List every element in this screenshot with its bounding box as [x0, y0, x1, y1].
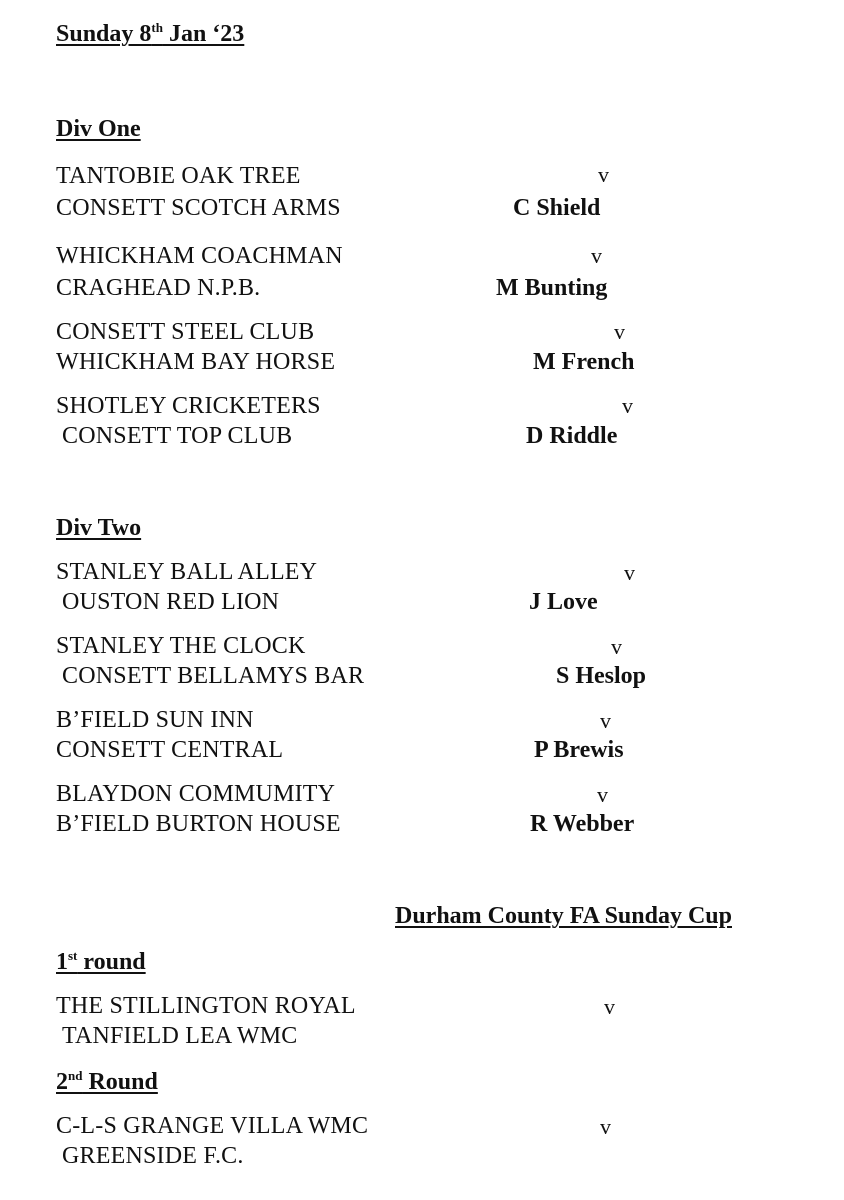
div-one-fixture-3-vs: v — [614, 319, 625, 344]
div-two-fixture-3-referee: P Brewis — [534, 737, 624, 763]
div-one-heading: Div One — [56, 116, 141, 142]
div-two-heading: Div Two — [56, 515, 142, 541]
div-two-fixture-1-referee: J Love — [529, 589, 598, 615]
round-two-label: Round — [82, 1069, 158, 1095]
div-one-fixture-3-home: CONSETT STEEL CLUB — [56, 319, 315, 345]
round-one-suffix: st — [68, 948, 78, 963]
div-one-fixture-1-vs: v — [598, 162, 609, 187]
cup-heading: Durham County FA Sunday Cup — [395, 903, 732, 929]
div-one-fixture-3-referee: M French — [533, 349, 635, 375]
div-two-fixture-1-home: STANLEY BALL ALLEY — [56, 559, 318, 585]
cup-round-one-fixture-1-home: THE STILLINGTON ROYAL — [56, 993, 356, 1019]
title-day-suffix: th — [151, 20, 163, 35]
cup-round-two-heading — [56, 1070, 158, 1094]
cup-round-two-fixture-1-away: GREENSIDE F.C. — [62, 1143, 244, 1169]
div-one-fixture-4-away: CONSETT TOP CLUB — [62, 423, 293, 449]
cup-round-two-fixture-1-vs: v — [600, 1114, 611, 1139]
div-one-fixture-4-vs: v — [622, 393, 633, 418]
div-one-fixture-1-away: CONSETT SCOTCH ARMS — [56, 195, 341, 221]
div-one-fixture-1-home: TANTOBIE OAK TREE — [56, 163, 301, 189]
round-two-number: 2 — [56, 1069, 68, 1095]
div-two-fixture-1-away: OUSTON RED LION — [62, 589, 280, 615]
cup-round-two-fixture-1-home: C-L-S GRANGE VILLA WMC — [56, 1113, 369, 1139]
round-one-label: round — [77, 949, 146, 975]
page-title — [56, 22, 244, 46]
div-two-fixture-2-home: STANLEY THE CLOCK — [56, 633, 306, 659]
div-two-fixture-1-vs: v — [624, 560, 635, 585]
div-one-fixture-4-home: SHOTLEY CRICKETERS — [56, 393, 321, 419]
div-two-fixture-3-home: B’FIELD SUN INN — [56, 707, 254, 733]
div-one-fixture-4-referee: D Riddle — [526, 423, 618, 449]
div-one-fixture-2-away: CRAGHEAD N.P.B. — [56, 275, 261, 301]
div-two-fixture-4-home: BLAYDON COMMUMITY — [56, 781, 336, 807]
round-two-suffix: nd — [68, 1068, 83, 1083]
cup-round-one-fixture-1-vs: v — [604, 994, 615, 1019]
div-one-fixture-1-referee: C Shield — [513, 195, 601, 221]
div-two-fixture-4-vs: v — [597, 782, 608, 807]
div-one-fixture-2-referee: M Bunting — [496, 275, 608, 301]
div-two-fixture-3-away: CONSETT CENTRAL — [56, 737, 284, 763]
div-two-fixture-2-away: CONSETT BELLAMYS BAR — [62, 663, 365, 689]
div-two-fixture-3-vs: v — [600, 708, 611, 733]
div-one-fixture-2-vs: v — [591, 243, 602, 268]
title-day: Sunday 8 — [56, 21, 152, 47]
div-two-fixture-4-referee: R Webber — [530, 811, 635, 837]
div-two-fixture-2-referee: S Heslop — [556, 663, 647, 689]
round-one-number: 1 — [56, 949, 68, 975]
div-two-fixture-2-vs: v — [611, 634, 622, 659]
title-month-year: Jan ‘23 — [162, 21, 245, 47]
div-one-fixture-2-home: WHICKHAM COACHMAN — [56, 243, 343, 269]
div-two-fixture-4-away: B’FIELD BURTON HOUSE — [56, 811, 341, 837]
div-one-fixture-3-away: WHICKHAM BAY HORSE — [56, 349, 336, 375]
cup-round-one-fixture-1-away: TANFIELD LEA WMC — [62, 1023, 298, 1049]
cup-round-one-heading — [56, 950, 146, 974]
